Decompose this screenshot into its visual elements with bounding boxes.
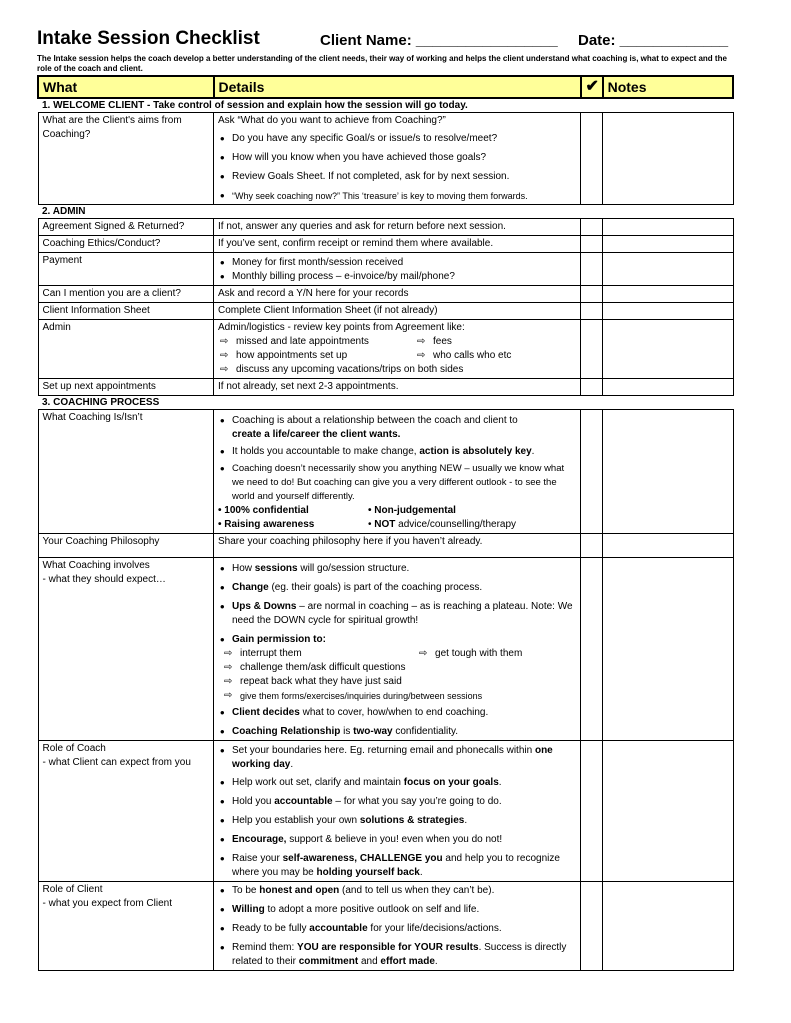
check-cell[interactable] (581, 113, 603, 205)
table-row: Your Coaching Philosophy Share your coaching philosophy here if you haven’t already. (38, 534, 733, 558)
check-cell[interactable] (581, 236, 603, 253)
col-check: ✔ (581, 76, 603, 98)
table-row: Coaching Ethics/Conduct? If you’ve sent, confirm receipt or remind them where available. (38, 236, 733, 253)
notes-cell[interactable] (603, 113, 733, 205)
table-row: Admin Admin/logistics - review key points from Agreement like: ⇨ missed and late appointments ⇨ fees ⇨ how appointments set up ⇨ who calls who etc ⇨ discuss any upcoming vacations/trips on both sides (38, 320, 733, 379)
check-cell[interactable] (581, 379, 603, 396)
notes-cell[interactable] (603, 410, 733, 534)
row-what: What are the Client's aims from Coaching? (38, 113, 214, 205)
row-details: Ask “What do you want to achieve from Coaching?” • Do you have any specific Goal/s or issue/s to resolve/meet? • How will you know when you have achieved those goals? • Review Goals Sheet. If not completed, ask for by next session. • “Why seek coaching now?” This ‘treasure’ is key to moving them forwards. (214, 113, 581, 205)
intro-text: The Intake session helps the coach develop a better understanding of the client needs, their way of working and helps the client understand what coaching is, what to expect and the role of the coach and client. (37, 54, 727, 73)
check-cell[interactable] (581, 534, 603, 558)
table-row: Set up next appointments If not already, set next 2-3 appointments. (38, 379, 733, 396)
section-title-welcome: 1. WELCOME CLIENT - Take control of session and explain how the session will go today. (42, 100, 468, 111)
client-name-field: Client Name: _________________ (320, 32, 558, 49)
date-field: Date: _____________ (578, 32, 729, 49)
check-cell[interactable] (581, 286, 603, 303)
notes-cell[interactable] (603, 558, 733, 741)
section-title-admin: 2. ADMIN (42, 206, 86, 217)
table-row: Role of Coach - what Client can expect from you • Set your boundaries here. Eg. returning email and phonecalls within one working day. • Help work out set, clarify and maintain focus on your goals. • Hold you accountable – for what you say you’re going to do. • Help you establish your own solutions & strategies. • Encourage, support & believe in you! even when you do not! • Raise your self-awareness, CHALLENGE you and help you to recognize where you may be holding yourself back. (38, 741, 733, 882)
col-what: What (38, 76, 214, 98)
col-notes: Notes (603, 76, 733, 98)
page-title: Intake Session Checklist (37, 28, 260, 49)
section-title-process: 3. COACHING PROCESS (42, 397, 160, 408)
checklist-table (37, 75, 734, 971)
notes-cell[interactable] (603, 219, 733, 236)
notes-cell[interactable] (603, 236, 733, 253)
table-row: What Coaching involves - what they should expect… • How sessions will go/session structure. • Change (eg. their goals) is part of the coaching process. • Ups & Downs – are normal in coaching – as is reaching a plateau. Note: We need the DOWN cycle for spiritual growth! • Gain permission to: ⇨ interrupt them ⇨ get tough with them ⇨ challenge them/ask difficult questions ⇨ repeat back what they have just said ⇨ give them forms/exercises/inquiries during/between sessions • Client decides what to cover, how/when to end coaching. • Coaching Relationship is two-way confidentiality. (38, 558, 733, 741)
notes-cell[interactable] (603, 882, 733, 971)
notes-cell[interactable] (603, 303, 733, 320)
page-header (37, 26, 734, 54)
table-row: Client Information Sheet Complete Client Information Sheet (if not already) (38, 303, 733, 320)
table-row: Payment • Money for first month/session received • Monthly billing process – e-invoice/by mail/phone? (38, 253, 733, 286)
table-row: Role of Client - what you expect from Client • To be honest and open (and to tell us when they can’t be). • Willing to adopt a more positive outlook on self and life. • Ready to be fully accountable for your life/decisions/actions. • Remind them: YOU are responsible for YOUR results. Success is directly related to their commitment and effort made. (38, 882, 733, 971)
check-cell[interactable] (581, 303, 603, 320)
table-row: Can I mention you are a client? Ask and record a Y/N here for your records (38, 286, 733, 303)
check-cell[interactable] (581, 253, 603, 286)
notes-cell[interactable] (603, 320, 733, 379)
table-row: What Coaching Is/Isn’t • Coaching is about a relationship between the coach and client to create a life/career the client wants. • It holds you accountable to make change, action is absolutely key. • Coaching doesn’t necessarily show you anything NEW – usually we know what we need to do! But coaching can give you a very different outlook - to see the world and yourself differently. • 100% confidential • Non-judgemental • Raising awareness • NOT advice/counselling/therapy (38, 410, 733, 534)
col-details: Details (214, 76, 581, 98)
table-header-row (38, 76, 733, 98)
notes-cell[interactable] (603, 286, 733, 303)
notes-cell[interactable] (603, 379, 733, 396)
table-row: Agreement Signed & Returned? If not, answer any queries and ask for return before next session. (38, 219, 733, 236)
notes-cell[interactable] (603, 741, 733, 882)
notes-cell[interactable] (603, 534, 733, 558)
notes-cell[interactable] (603, 253, 733, 286)
check-cell[interactable] (581, 410, 603, 534)
check-cell[interactable] (581, 741, 603, 882)
checklist-page (37, 26, 734, 971)
check-cell[interactable] (581, 219, 603, 236)
check-cell[interactable] (581, 882, 603, 971)
table-row (38, 113, 733, 205)
